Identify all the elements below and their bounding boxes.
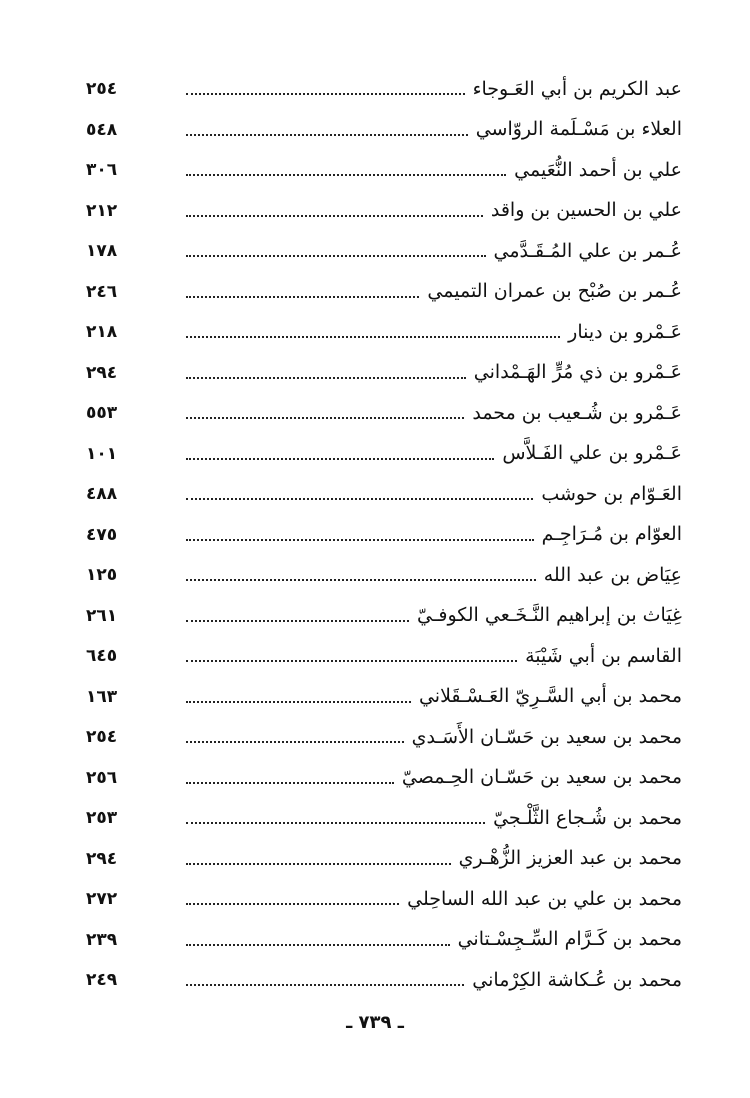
dot-leader: [186, 336, 560, 338]
dot-leader: [186, 863, 451, 865]
index-entry: [86, 312, 682, 353]
page-number: ـ ٧٣٩ ـ: [346, 1012, 404, 1033]
entry-name: علي بن الحسين بن واقد: [490, 199, 682, 222]
entry-page-number: ٣٠٦: [86, 160, 118, 181]
entry-page-number: ٢٩٤: [86, 848, 118, 869]
index-entry: [86, 960, 682, 1001]
dot-leader: [186, 822, 485, 824]
dot-leader: [186, 903, 399, 905]
entry-name: علي بن أحمد النُّعَيمي: [514, 158, 682, 181]
index-entry: [86, 798, 682, 839]
entry-name: محمد بن أبي السَّـرِيّ العَـسْـقَلاني: [418, 685, 682, 708]
dot-leader: [186, 741, 404, 743]
entry-name: العوّام بن مُـرَاجِـم: [541, 523, 682, 546]
dot-leader: [186, 498, 533, 500]
entry-name: عَـمْرو بن شُـعيب بن محمد: [472, 401, 682, 424]
entry-page-number: ١٧٨: [86, 241, 118, 262]
entry-page-number: ١٢٥: [86, 565, 118, 586]
entry-page-number: ٢٧٢: [86, 889, 118, 910]
entry-page-number: ٢٤٦: [86, 281, 118, 302]
dot-leader: [186, 620, 409, 622]
entry-name: محمد بن سعيد بن حَسّـان الحِـمصيّ: [401, 766, 682, 789]
dot-leader: [186, 174, 506, 176]
index-entry: [86, 596, 682, 637]
index-entry: [86, 191, 682, 232]
dot-leader: [186, 701, 411, 703]
entry-page-number: ٥٥٣: [86, 403, 118, 424]
dot-leader: [186, 134, 468, 136]
index-entry: [86, 434, 682, 475]
entry-name: القاسم بن أبي شَيْبَة: [525, 644, 682, 667]
dot-leader: [186, 579, 536, 581]
dot-leader: [186, 215, 483, 217]
index-entry: [86, 717, 682, 758]
entry-page-number: ٢٥٣: [86, 808, 118, 829]
entry-name: عبد الكريم بن أبي العَـوجاء: [472, 77, 682, 100]
index-entry: [86, 555, 682, 596]
entry-name: عُـمر بن صُبْح بن عمران التميمي: [427, 280, 682, 303]
index-entry: [86, 636, 682, 677]
entry-page-number: ٤٨٨: [86, 484, 118, 505]
entry-name: غِيَاث بن إبراهيم النَّـخَـعي الكوفـيّ: [416, 604, 682, 627]
dot-leader: [186, 296, 419, 298]
dot-leader: [186, 458, 494, 460]
dot-leader: [186, 255, 486, 257]
index-entry: [86, 393, 682, 434]
entry-page-number: ٢٤٩: [86, 970, 118, 991]
index-entry: [86, 879, 682, 920]
index-entry: [86, 150, 682, 191]
index-entry: [86, 110, 682, 151]
entry-name: عُـمر بن علي المُـقَـدَّمي: [493, 239, 682, 262]
dot-leader: [186, 377, 466, 379]
dot-leader: [186, 944, 450, 946]
entry-name: محمد بن شُـجاع الثَّلْـجيّ: [493, 806, 682, 829]
entry-page-number: ١٠١: [86, 443, 118, 464]
entry-name: العَـوّام بن حوشب: [541, 482, 682, 505]
entry-page-number: ٢٣٩: [86, 929, 118, 950]
entry-name: عَـمْرو بن دينار: [568, 320, 682, 343]
index-entry: [86, 69, 682, 110]
entry-name: محمد بن كَـرَّام السِّـجِسْـتاني: [457, 928, 682, 951]
entry-page-number: ٦٤٥: [86, 646, 118, 667]
entry-page-number: ٢٥٤: [86, 727, 118, 748]
entry-page-number: ٢٩٤: [86, 362, 118, 383]
dot-leader: [186, 539, 534, 541]
entry-page-number: ١٦٣: [86, 686, 118, 707]
entry-page-number: ٢٥٦: [86, 767, 118, 788]
dot-leader: [186, 782, 394, 784]
index-entry: [86, 758, 682, 799]
entry-name: محمد بن عُـكاشة الكِرْماني: [472, 968, 682, 991]
entry-name: عَـمْرو بن ذي مُرٍّ الهَـمْداني: [473, 361, 682, 384]
dot-leader: [186, 93, 465, 95]
index-entry: [86, 677, 682, 718]
entry-name: محمد بن سعيد بن حَسّـان الأَسَـدي: [411, 725, 682, 748]
index-entry: [86, 231, 682, 272]
entry-page-number: ٥٤٨: [86, 119, 118, 140]
entry-name: عِيَاض بن عبد الله: [543, 563, 682, 586]
entry-page-number: ٢١٨: [86, 322, 118, 343]
entry-page-number: ٤٧٥: [86, 524, 118, 545]
index-entry: [86, 515, 682, 556]
index-entry: [86, 920, 682, 961]
entry-page-number: ٢٥٤: [86, 79, 118, 100]
entry-page-number: ٢١٢: [86, 200, 118, 221]
entry-page-number: ٢٦١: [86, 605, 118, 626]
index-entry: [86, 839, 682, 880]
index-list: [86, 69, 682, 1001]
dot-leader: [186, 417, 464, 419]
entry-name: العلاء بن مَسْـلَمة الروّاسي: [475, 118, 682, 141]
entry-name: محمد بن عبد العزيز الزُّهْـري: [458, 847, 682, 870]
index-entry: [86, 474, 682, 515]
index-entry: [86, 353, 682, 394]
entry-name: محمد بن علي بن عبد الله الساحِلي: [407, 887, 682, 910]
dot-leader: [186, 984, 464, 986]
entry-name: عَـمْرو بن علي الفَـلاَّس: [502, 442, 682, 465]
dot-leader: [186, 660, 517, 662]
index-entry: [86, 272, 682, 313]
